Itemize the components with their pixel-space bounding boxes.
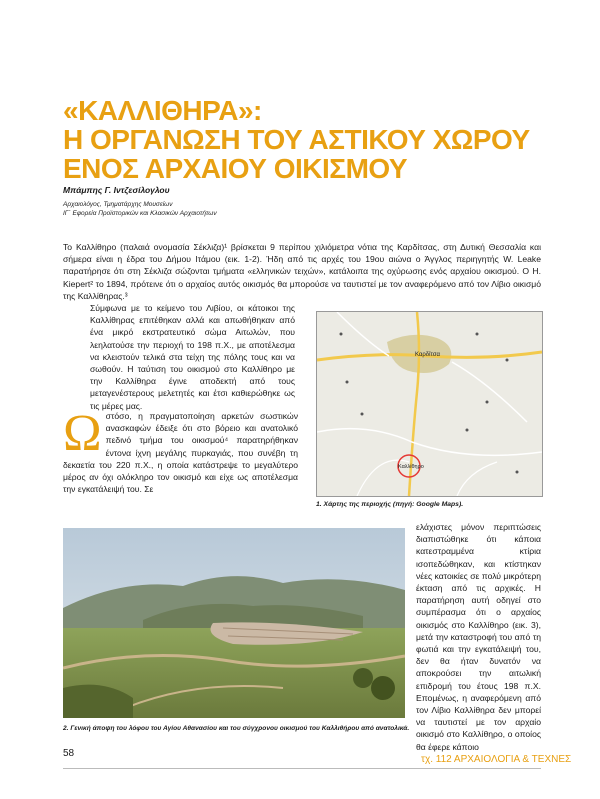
author-name: Μπάμπης Γ. Ιντζεσίλογλου [63, 185, 170, 195]
body-paragraph-3-text: στόσο, η πραγματοποίηση αρκετών σωστικών ανασκαφών έδειξε ότι στο βόρειο και ανατολικό πεδινό τμήμα του οικισμού⁴ παρατηρήθηκαν έντονα ίχνη μεγάλης πυρκαγιάς, που συνέβη τη δεκαετία του 220 π.Χ., η οποία κατάστρεψε το μεγαλύτερο μέρος αν όχι ολόκληρο τον οικισμό και είχε ως αποτέλεσμα την εγκατάλειψή του. Σε [63, 411, 298, 495]
article-title [63, 96, 543, 183]
landscape-photo [63, 528, 405, 718]
map-label-karditsa: Καρδίτσα [415, 352, 440, 358]
figure-2-caption: 2. Γενική άποψη του λόφου του Αγίου Αθανασίου και του σύγχρονου οικισμού του Καλλιθήρου από ανατολικά. [63, 725, 410, 732]
figure-1-caption: 1. Χάρτης της περιοχής (πηγή: Google Maps). [316, 501, 464, 508]
body-paragraph-2: Σύμφωνα με το κείμενο του Λιβίου, οι κάτοικοι της Καλλίθηρας επιτέθηκαν αλλά και απωθήθηκαν από ένα μικρό εκστρατευτικό σώμα Αιτωλών, που λεηλατούσε την περιοχή το 198 π.Χ., με αποτέλεσμα να κλειστούν τελικά στα τείχη της πόλης τους και να σωθούν. Η ταύτιση του οικισμού στο Καλλίθηρο με την Καλλίθηρα έγινε αποδεκτή από τους μεταγενέστερους μελετητές και έτσι καθιερώθηκε ως τις μέρες μας. [90, 303, 295, 411]
author-affiliation [63, 200, 217, 218]
title-line-1: «ΚΑΛΛΙΘΗΡΑ»: [63, 95, 262, 126]
map-image [317, 312, 542, 496]
figure-photo [63, 528, 405, 718]
body-paragraph-4: ελάχιστες μόνον περιπτώσεις διαπιστώθηκε ότι κάποια κατεστραμμένα κτίρια ισοπεδώθηκαν, και κτίστηκαν νέες κατοικίες σε πολύ μικρότερη έκταση από τις αρχικές. Η παρατήρηση αυτή οδηγεί στο συμπέρασμα ότι ο αρχαίος οικισμός στο Καλλίθηρο (εικ. 3), μετά την καταστροφή του από τη φωτιά και την εγκατάλειψή του, δεν θα ήταν δυνατόν να αποκρούσει την αιτωλική επιδρομή του έτους 198 π.Χ. Επομένως, η αναφερόμενη από τον Λίβιο Καλλίθηρα δεν μπορεί να ταυτιστεί με τον αρχαίο οικισμό στο Καλλίθηρο, ο οποίος θα έφερε κάποιο [416, 522, 541, 752]
page-number: 58 [63, 748, 75, 759]
body-paragraph-3 [63, 405, 298, 495]
journal-footer: τχ. 112 ΑΡΧΑΙΟΛΟΓΙΑ & ΤΕΧΝΕΣ [421, 754, 572, 765]
footer-divider [63, 768, 541, 769]
figure-map [316, 311, 543, 497]
title-line-2: Η ΟΡΓΑΝΩΣΗ ΤΟΥ ΑΣΤΙΚΟΥ ΧΩΡΟΥ [63, 124, 530, 155]
map-label-kallithiro: Καλλίθηρο [398, 464, 424, 470]
body-paragraph-1: Το Καλλίθηρο (παλαιά ονομασία Σέκλιζα)¹ βρίσκεται 9 περίπου χιλιόμετρα νότια της Καρδίτσας, στη Δυτική Θεσσαλία και σήμερα είναι η έδρα του Δήμου Ιτάμου (εικ. 1-2). Ήδη από τις αρχές του 19ου αιώνα ο Άγγλος περιηγητής W. Leake παρατήρησε ότι στη Σέκλιζα σώζονται τμήματα «ελληνικών τειχών», κατάλοιπα της οχύρωσης ενός αρχαίου οικισμού. Ο H. Kiepert² το 1894, πρότεινε ότι ο αρχαίος αυτός οικισμός θα μπορούσε να ταυτιστεί με τον αναφερόμενο από τον Λίβιο οικισμό της Καλλίθηρας.³ [63, 242, 541, 301]
title-line-3: ΕΝΟΣ ΑΡΧΑΙΟΥ ΟΙΚΙΣΜΟΥ [63, 153, 408, 184]
drop-cap: Ω [63, 405, 102, 462]
affiliation-line-2: ΙΓ΄ Εφορεία Προϊστορικών και Κλασικών Αρχαιοτήτων [63, 210, 217, 217]
affiliation-line-1: Αρχαιολόγος, Τμηματάρχης Μουσείων [63, 201, 173, 208]
